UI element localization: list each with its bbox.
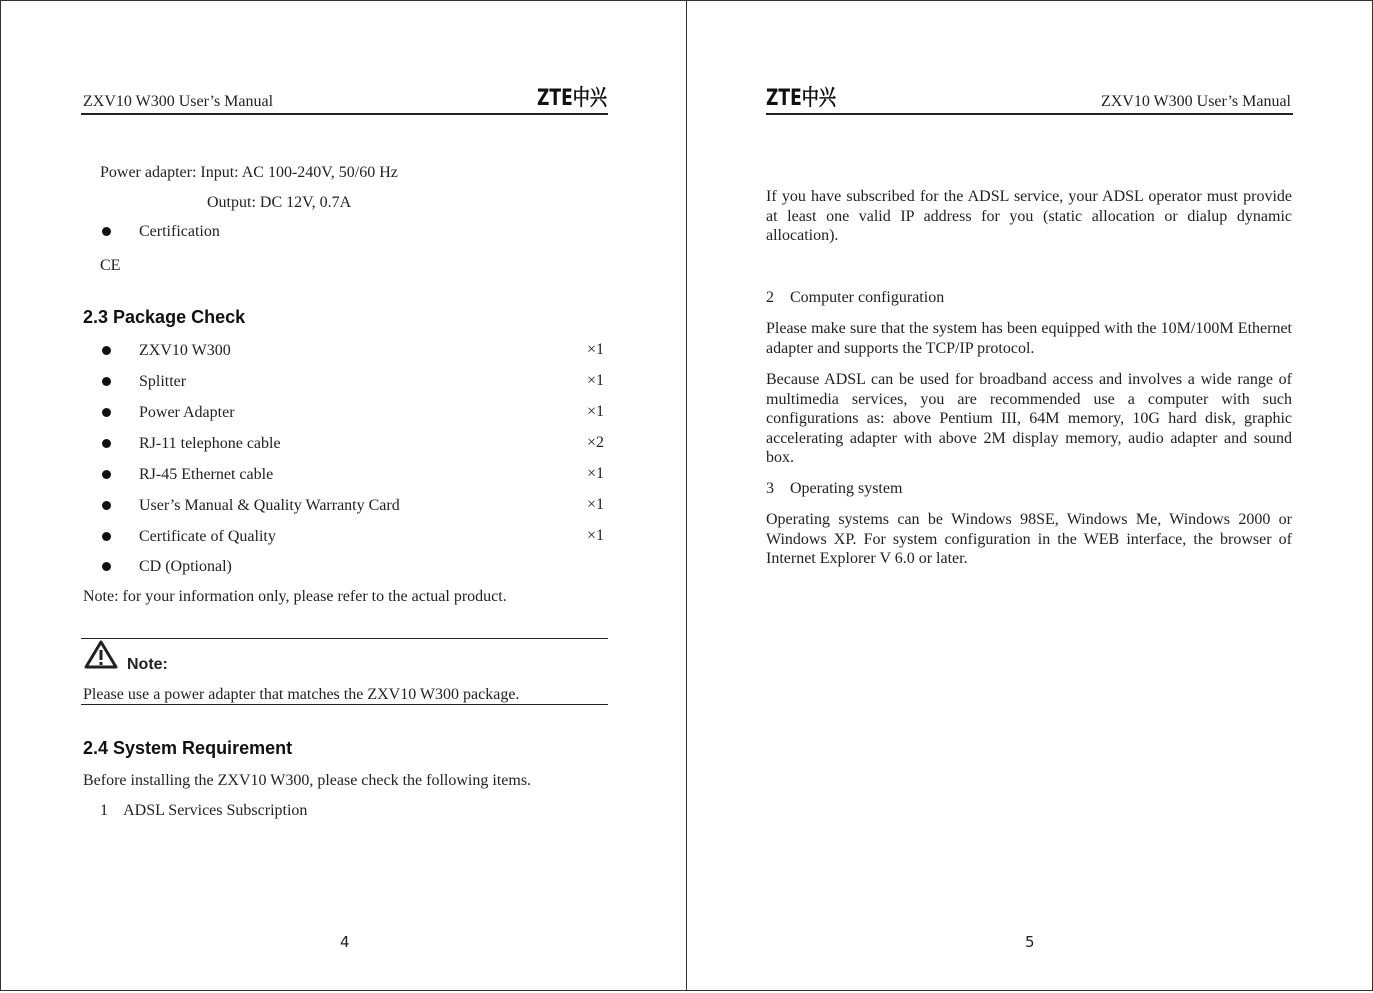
note-text: Please use a power adapter that matches the ZXV10 W300 package. — [83, 686, 520, 703]
package-item-qty: ×1 — [587, 496, 605, 513]
sysreq-intro: Before installing the ZXV10 W300, please check the following items. — [83, 772, 532, 789]
package-item-qty: ×1 — [587, 341, 605, 358]
power-input-text: Power adapter: Input: AC 100-240V, 50/60 Hz — [100, 164, 398, 181]
package-item-qty: ×2 — [587, 434, 605, 451]
package-item-name: User’s Manual & Quality Warranty Card — [139, 497, 400, 514]
header-rule — [81, 113, 608, 115]
package-item-qty: ×1 — [587, 403, 605, 420]
page-number: 5 — [1025, 933, 1035, 951]
package-item-qty: ×1 — [587, 465, 605, 482]
package-item-name: Splitter — [139, 373, 187, 390]
header-manual-title: ZXV10 W300 User’s Manual — [83, 93, 274, 110]
computer-paragraph-2: Because ADSL can be used for broadband access and involves a wide range of multimedia services, you are recommended use a computer with such configurations as: above Pentium III, 64M memory, 10G hard disk, graphic accelerating adapter with above 2M display memory, audio adapter and sound box. — [766, 371, 1292, 467]
svg-text:ZTE中兴: ZTE中兴 — [537, 86, 627, 111]
item-3: 3 Operating system — [766, 480, 903, 497]
power-output-text: Output: DC 12V, 0.7A — [207, 194, 352, 211]
page-number: 4 — [340, 933, 350, 951]
bullet-icon — [102, 532, 111, 541]
package-item-name: RJ-11 telephone cable — [139, 435, 281, 452]
bullet-icon — [102, 501, 111, 510]
package-item-qty: ×1 — [587, 527, 605, 544]
note-label: Note: — [127, 656, 168, 673]
computer-paragraph-1: Please make sure that the system has been equipped with the 10M/100M Ethernet adapter and supports the TCP/IP protocol. — [766, 320, 1292, 357]
item-2: 2 Computer configuration — [766, 289, 945, 306]
section-heading-system-requirement: 2.4 System Requirement — [83, 738, 293, 758]
os-paragraph: Operating systems can be Windows 98SE, Windows Me, Windows 2000 or Windows XP. For system configuration in the WEB interface, the browser of Internet Explorer V 6.0 or later. — [766, 511, 1292, 568]
package-item-name: CD (Optional) — [139, 558, 232, 575]
header-rule — [766, 113, 1293, 115]
note-top-rule — [81, 638, 608, 639]
bullet-icon — [102, 377, 111, 386]
zte-logo-icon — [766, 83, 856, 111]
bullet-icon — [102, 346, 111, 355]
section-heading-package-check: 2.3 Package Check — [83, 307, 246, 327]
svg-text:ZTE中兴: ZTE中兴 — [766, 86, 856, 111]
item-1: 1 ADSL Services Subscription — [100, 802, 308, 819]
bullet-icon — [102, 562, 111, 571]
certification-value: CE — [100, 257, 121, 274]
adsl-paragraph: If you have subscribed for the ADSL service, your ADSL operator must provide at least one valid IP address for you (static allocation or dialup dynamic allocation). — [766, 188, 1292, 245]
package-item-name: Certificate of Quality — [139, 528, 276, 545]
package-item-qty: ×1 — [587, 372, 605, 389]
bullet-icon — [102, 439, 111, 448]
bullet-icon — [102, 227, 111, 236]
bullet-icon — [102, 470, 111, 479]
package-item-name: ZXV10 W300 — [139, 342, 231, 359]
bullet-icon — [102, 408, 111, 417]
warning-icon — [84, 640, 118, 670]
zte-logo-icon — [537, 83, 627, 111]
header-manual-title: ZXV10 W300 User’s Manual — [1100, 93, 1291, 110]
certification-label: Certification — [139, 223, 220, 240]
package-item-name: RJ-45 Ethernet cable — [139, 466, 274, 483]
note-bottom-rule — [81, 704, 608, 705]
left-page — [0, 0, 687, 991]
right-page — [686, 0, 1373, 991]
package-note: Note: for your information only, please refer to the actual product. — [83, 588, 507, 605]
package-item-name: Power Adapter — [139, 404, 235, 421]
